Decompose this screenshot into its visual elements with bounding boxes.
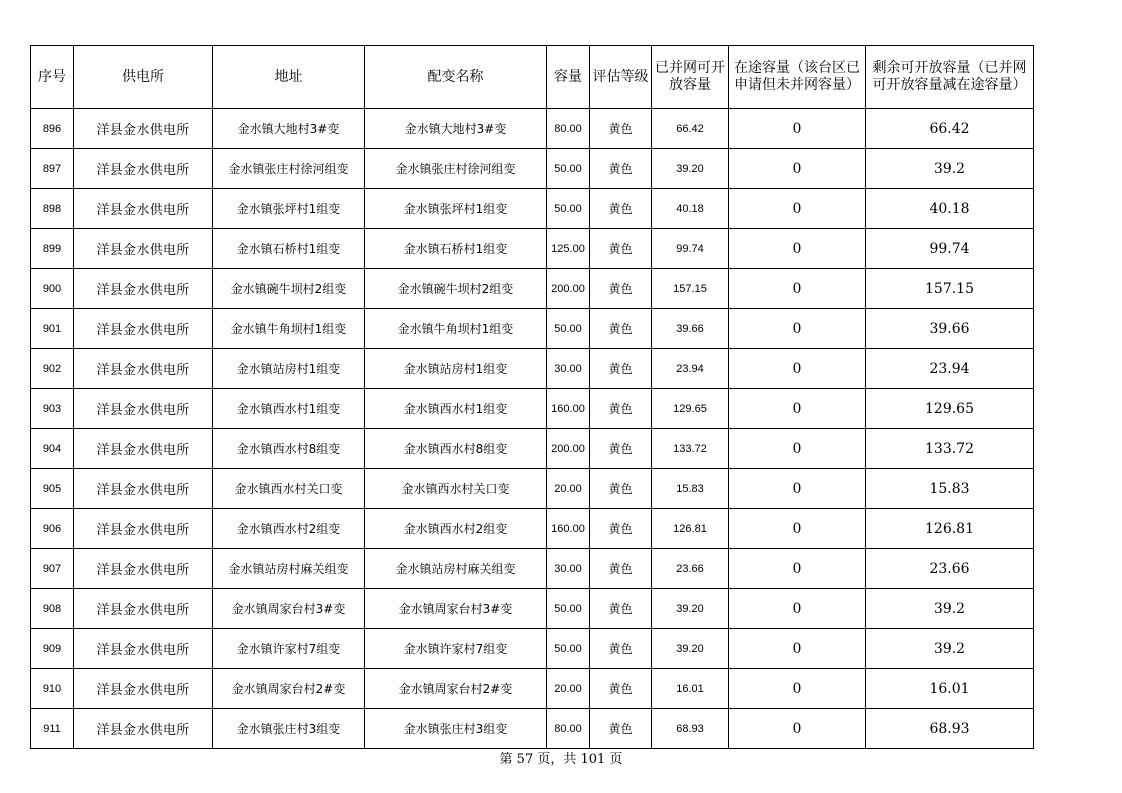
table-row [31, 269, 1034, 309]
header-station: 供电所 [74, 46, 213, 109]
cell-grade: 黄色 [590, 669, 652, 709]
cell-remaining: 157.15 [866, 269, 1034, 309]
cell-station: 洋县金水供电所 [74, 509, 213, 549]
cell-transformer-name: 金水镇石桥村1组变 [365, 229, 547, 269]
cell-capacity: 50.00 [547, 589, 590, 629]
cell-address: 金水镇周家台村3#变 [213, 589, 365, 629]
cell-remaining: 16.01 [866, 669, 1034, 709]
table-row [31, 669, 1034, 709]
cell-open-capacity: 126.81 [652, 509, 729, 549]
table-row [31, 189, 1034, 229]
cell-index: 911 [31, 709, 74, 749]
cell-transformer-name: 金水镇张庄村徐河组变 [365, 149, 547, 189]
header-address: 地址 [213, 46, 365, 109]
cell-address: 金水镇许家村7组变 [213, 629, 365, 669]
cell-remaining: 23.66 [866, 549, 1034, 589]
cell-station: 洋县金水供电所 [74, 229, 213, 269]
cell-open-capacity: 39.20 [652, 629, 729, 669]
cell-in-transit: 0 [729, 109, 866, 149]
cell-transformer-name: 金水镇张坪村1组变 [365, 189, 547, 229]
cell-grade: 黄色 [590, 509, 652, 549]
table-row [31, 709, 1034, 749]
cell-open-capacity: 129.65 [652, 389, 729, 429]
cell-grade: 黄色 [590, 309, 652, 349]
cell-grade: 黄色 [590, 429, 652, 469]
cell-capacity: 80.00 [547, 109, 590, 149]
cell-in-transit: 0 [729, 309, 866, 349]
cell-remaining: 68.93 [866, 709, 1034, 749]
cell-grade: 黄色 [590, 229, 652, 269]
cell-open-capacity: 68.93 [652, 709, 729, 749]
cell-remaining: 66.42 [866, 109, 1034, 149]
cell-index: 907 [31, 549, 74, 589]
cell-capacity: 200.00 [547, 429, 590, 469]
cell-in-transit: 0 [729, 589, 866, 629]
cell-index: 898 [31, 189, 74, 229]
cell-address: 金水镇站房村1组变 [213, 349, 365, 389]
cell-transformer-name: 金水镇大地村3#变 [365, 109, 547, 149]
cell-transformer-name: 金水镇西水村关口变 [365, 469, 547, 509]
cell-grade: 黄色 [590, 589, 652, 629]
cell-open-capacity: 39.20 [652, 589, 729, 629]
cell-index: 899 [31, 229, 74, 269]
cell-station: 洋县金水供电所 [74, 309, 213, 349]
cell-open-capacity: 99.74 [652, 229, 729, 269]
table-row [31, 629, 1034, 669]
cell-capacity: 30.00 [547, 549, 590, 589]
cell-transformer-name: 金水镇西水村8组变 [365, 429, 547, 469]
cell-capacity: 20.00 [547, 669, 590, 709]
cell-open-capacity: 23.66 [652, 549, 729, 589]
cell-address: 金水镇张庄村3组变 [213, 709, 365, 749]
cell-in-transit: 0 [729, 189, 866, 229]
cell-open-capacity: 16.01 [652, 669, 729, 709]
cell-capacity: 50.00 [547, 189, 590, 229]
cell-index: 896 [31, 109, 74, 149]
cell-transformer-name: 金水镇西水村2组变 [365, 509, 547, 549]
header-open-capacity: 已并网可开放容量 [652, 46, 729, 109]
cell-transformer-name: 金水镇周家台村3#变 [365, 589, 547, 629]
cell-in-transit: 0 [729, 429, 866, 469]
table-row [31, 469, 1034, 509]
table-row [31, 549, 1034, 589]
cell-transformer-name: 金水镇周家台村2#变 [365, 669, 547, 709]
table-row [31, 589, 1034, 629]
cell-open-capacity: 40.18 [652, 189, 729, 229]
cell-remaining: 126.81 [866, 509, 1034, 549]
table-body [31, 109, 1034, 749]
header-grade: 评估等级 [590, 46, 652, 109]
cell-transformer-name: 金水镇张庄村3组变 [365, 709, 547, 749]
cell-in-transit: 0 [729, 269, 866, 309]
cell-remaining: 39.2 [866, 589, 1034, 629]
cell-index: 909 [31, 629, 74, 669]
cell-address: 金水镇碗牛坝村2组变 [213, 269, 365, 309]
cell-grade: 黄色 [590, 269, 652, 309]
cell-address: 金水镇周家台村2#变 [213, 669, 365, 709]
cell-index: 906 [31, 509, 74, 549]
cell-capacity: 160.00 [547, 389, 590, 429]
cell-grade: 黄色 [590, 109, 652, 149]
cell-station: 洋县金水供电所 [74, 589, 213, 629]
table-row [31, 389, 1034, 429]
cell-open-capacity: 133.72 [652, 429, 729, 469]
cell-in-transit: 0 [729, 469, 866, 509]
cell-transformer-name: 金水镇碗牛坝村2组变 [365, 269, 547, 309]
cell-address: 金水镇张坪村1组变 [213, 189, 365, 229]
cell-in-transit: 0 [729, 709, 866, 749]
header-remaining: 剩余可开放容量（已并网可开放容量减在途容量） [866, 46, 1034, 109]
cell-station: 洋县金水供电所 [74, 549, 213, 589]
table-row [31, 309, 1034, 349]
cell-station: 洋县金水供电所 [74, 629, 213, 669]
cell-capacity: 80.00 [547, 709, 590, 749]
cell-address: 金水镇西水村8组变 [213, 429, 365, 469]
cell-capacity: 50.00 [547, 149, 590, 189]
cell-transformer-name: 金水镇站房村麻关组变 [365, 549, 547, 589]
table-row [31, 149, 1034, 189]
cell-open-capacity: 66.42 [652, 109, 729, 149]
cell-station: 洋县金水供电所 [74, 269, 213, 309]
cell-capacity: 20.00 [547, 469, 590, 509]
cell-capacity: 30.00 [547, 349, 590, 389]
cell-index: 905 [31, 469, 74, 509]
cell-in-transit: 0 [729, 509, 866, 549]
cell-remaining: 129.65 [866, 389, 1034, 429]
cell-address: 金水镇张庄村徐河组变 [213, 149, 365, 189]
page-footer: 第 57 页，共 101 页 [499, 752, 623, 767]
cell-remaining: 40.18 [866, 189, 1034, 229]
cell-grade: 黄色 [590, 549, 652, 589]
cell-index: 910 [31, 669, 74, 709]
header-index: 序号 [31, 46, 74, 109]
table-row [31, 349, 1034, 389]
cell-station: 洋县金水供电所 [74, 389, 213, 429]
cell-address: 金水镇牛角坝村1组变 [213, 309, 365, 349]
cell-remaining: 39.66 [866, 309, 1034, 349]
cell-address: 金水镇西水村关口变 [213, 469, 365, 509]
cell-index: 900 [31, 269, 74, 309]
cell-remaining: 99.74 [866, 229, 1034, 269]
cell-in-transit: 0 [729, 349, 866, 389]
cell-station: 洋县金水供电所 [74, 349, 213, 389]
cell-capacity: 50.00 [547, 629, 590, 669]
table-row [31, 229, 1034, 269]
cell-remaining: 15.83 [866, 469, 1034, 509]
cell-address: 金水镇石桥村1组变 [213, 229, 365, 269]
cell-index: 908 [31, 589, 74, 629]
cell-transformer-name: 金水镇许家村7组变 [365, 629, 547, 669]
cell-address: 金水镇大地村3#变 [213, 109, 365, 149]
cell-grade: 黄色 [590, 469, 652, 509]
cell-station: 洋县金水供电所 [74, 109, 213, 149]
cell-grade: 黄色 [590, 629, 652, 669]
cell-remaining: 23.94 [866, 349, 1034, 389]
cell-capacity: 160.00 [547, 509, 590, 549]
cell-address: 金水镇西水村2组变 [213, 509, 365, 549]
table-header-row [31, 46, 1034, 109]
cell-index: 897 [31, 149, 74, 189]
cell-capacity: 200.00 [547, 269, 590, 309]
cell-open-capacity: 23.94 [652, 349, 729, 389]
cell-index: 902 [31, 349, 74, 389]
cell-in-transit: 0 [729, 669, 866, 709]
cell-address: 金水镇西水村1组变 [213, 389, 365, 429]
cell-address: 金水镇站房村麻关组变 [213, 549, 365, 589]
cell-capacity: 125.00 [547, 229, 590, 269]
cell-grade: 黄色 [590, 149, 652, 189]
table-row [31, 109, 1034, 149]
cell-capacity: 50.00 [547, 309, 590, 349]
cell-open-capacity: 39.66 [652, 309, 729, 349]
cell-transformer-name: 金水镇站房村1组变 [365, 349, 547, 389]
cell-in-transit: 0 [729, 229, 866, 269]
cell-index: 904 [31, 429, 74, 469]
cell-station: 洋县金水供电所 [74, 189, 213, 229]
cell-in-transit: 0 [729, 149, 866, 189]
cell-transformer-name: 金水镇西水村1组变 [365, 389, 547, 429]
cell-station: 洋县金水供电所 [74, 469, 213, 509]
cell-open-capacity: 39.20 [652, 149, 729, 189]
header-transformer-name: 配变名称 [365, 46, 547, 109]
cell-in-transit: 0 [729, 629, 866, 669]
cell-station: 洋县金水供电所 [74, 149, 213, 189]
cell-open-capacity: 15.83 [652, 469, 729, 509]
header-capacity: 容量 [547, 46, 590, 109]
table-row [31, 429, 1034, 469]
cell-grade: 黄色 [590, 189, 652, 229]
cell-remaining: 39.2 [866, 149, 1034, 189]
cell-station: 洋县金水供电所 [74, 429, 213, 469]
cell-transformer-name: 金水镇牛角坝村1组变 [365, 309, 547, 349]
cell-grade: 黄色 [590, 389, 652, 429]
cell-grade: 黄色 [590, 349, 652, 389]
cell-index: 901 [31, 309, 74, 349]
cell-grade: 黄色 [590, 709, 652, 749]
capacity-table [30, 45, 1034, 749]
cell-index: 903 [31, 389, 74, 429]
cell-station: 洋县金水供电所 [74, 709, 213, 749]
cell-remaining: 133.72 [866, 429, 1034, 469]
cell-station: 洋县金水供电所 [74, 669, 213, 709]
table-row [31, 509, 1034, 549]
header-in-transit: 在途容量（该台区已申请但未并网容量） [729, 46, 866, 109]
cell-in-transit: 0 [729, 389, 866, 429]
cell-in-transit: 0 [729, 549, 866, 589]
cell-remaining: 39.2 [866, 629, 1034, 669]
cell-open-capacity: 157.15 [652, 269, 729, 309]
